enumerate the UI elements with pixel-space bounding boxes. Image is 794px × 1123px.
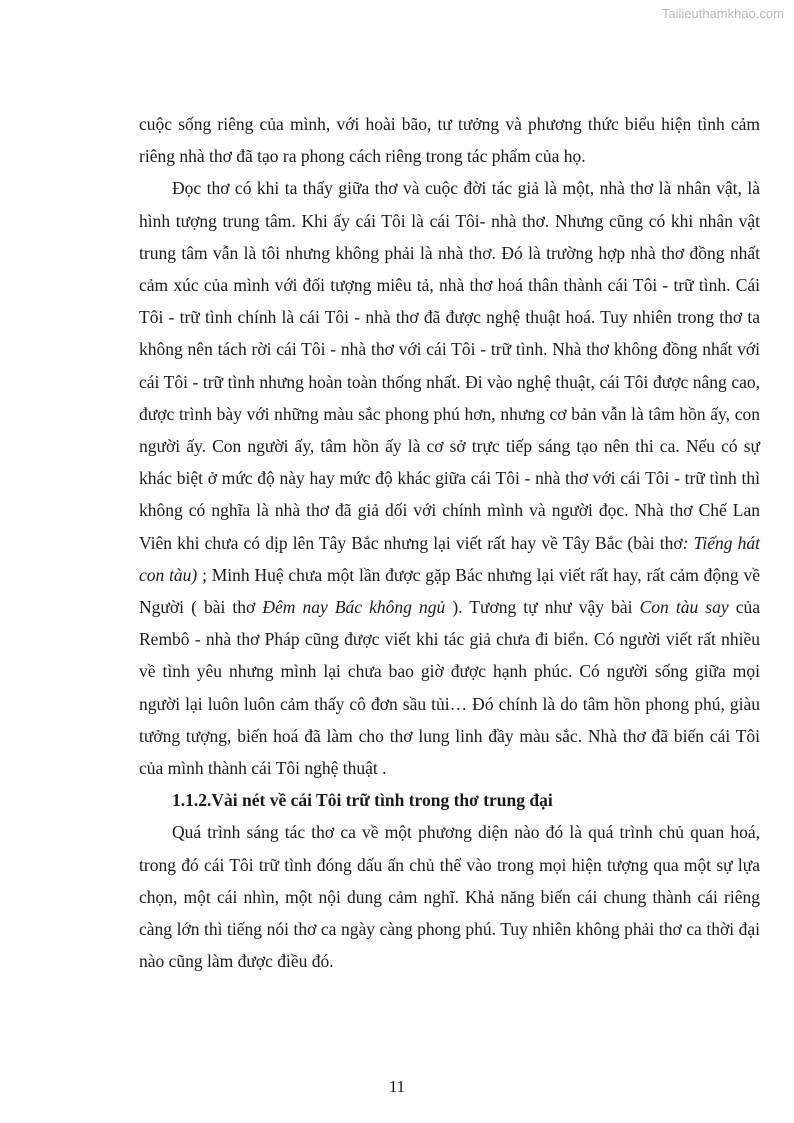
paragraph-3: Quá trình sáng tác thơ ca về một phương diện nào đó là quá trình chủ quan hoá, trong đó cái Tôi trữ tình đóng dấu ấn chủ thể vào trong mọi hiện tượng qua một sự lựa chọn, một cái nhìn, một nội dung cảm nghĩ. Khả năng biến cái chung thành cái riêng càng lớn thì tiếng nói thơ ca ngày càng phong phú. Tuy nhiên không phải thơ ca thời đại nào cũng làm được điều đó. [139, 822, 760, 972]
page-number: 11 [388, 1077, 406, 1096]
poem-title-con-tau-say: Con tàu say [639, 597, 729, 618]
document-body [139, 108, 760, 977]
watermark: Tailieuthamkhao.com [661, 6, 784, 21]
paragraph-2-text-b: ; Minh Huệ chưa một lần được gặp Bác nhưng lại viết rất hay, rất cảm động về Người ( bài thơ [139, 564, 760, 618]
paragraph-2 [139, 172, 760, 784]
poem-title-dem-nay-bac-khong-ngu: Đêm nay Bác không ngủ [262, 597, 446, 618]
paragraph-2-text-d: của Rembô - nhà thơ Pháp cũng được viết khi tác giả chưa đi biển. Có người viết rất nhiều về tình yêu nhưng mình lại chưa bao giờ được hạnh phúc. Có người sống giữa mọi người lại luôn luôn cảm thấy cô đơn sầu tủi… Đó chính là do tâm hồn phong phú, giàu tưởng tượng, biến hoá đã làm cho thơ lung linh đầy màu sắc. Nhà thơ đã biến cái Tôi của mình thành cái Tôi nghệ thuật . [139, 597, 761, 779]
paragraph-1: cuộc sống riêng của mình, với hoài bão, tư tưởng và phương thức biểu hiện tình cảm riêng nhà thơ đã tạo ra phong cách riêng trong tác phẩm của họ. [139, 114, 760, 167]
paragraph-2-text-c: ). Tương tự như vậy bài [445, 597, 640, 618]
section-heading: 1.1.2.Vài nét về cái Tôi trữ tình trong thơ trung đại [172, 790, 553, 811]
poem-title-tieng-hat-con-tau: : Tiếng hát con tàu) [139, 532, 760, 585]
paragraph-2-text-a: Đọc thơ có khi ta thấy giữa thơ và cuộc đời tác giả là một, nhà thơ là nhân vật, là hình tượng trung tâm. Khi ấy cái Tôi là cái Tôi- nhà thơ. Nhưng cũng có khi nhân vật trung tâm vẫn là tôi nhưng không phải là nhà thơ. Đó là trường hợp nhà thơ đồng nhất cảm xúc của mình với đối tượng miêu tả, nhà thơ hoá thân thành cái Tôi - trữ tình. Cái Tôi - trữ tình chính là cái Tôi - nhà thơ đã được nghệ thuật hoá. Tuy nhiên trong thơ ta không nên tách rời cái Tôi - nhà thơ với cái Tôi - trữ tình. Nhà thơ không đồng nhất với cái Tôi - trữ tình nhưng hoàn toàn thống nhất. Đi vào nghệ thuật, cái Tôi được nâng cao, được trình bày với những màu sắc phong phú hơn, nhưng cơ bản vẫn là tâm hồn ấy, con người ấy. Con người ấy, tâm hồn ấy là cơ sở trực tiếp sáng tạo nên thi ca. Nếu có sự khác biệt ở mức độ này hay mức độ khác giữa cái Tôi - nhà thơ với cái Tôi - trữ tình thì không có nghĩa là nhà thơ đã giả dối với chính mình và người đọc. Nhà thơ Chế Lan Viên khi chưa có dịp lên Tây Bắc nhưng lại viết rất hay về Tây Bắc (bài thơ [139, 178, 760, 553]
